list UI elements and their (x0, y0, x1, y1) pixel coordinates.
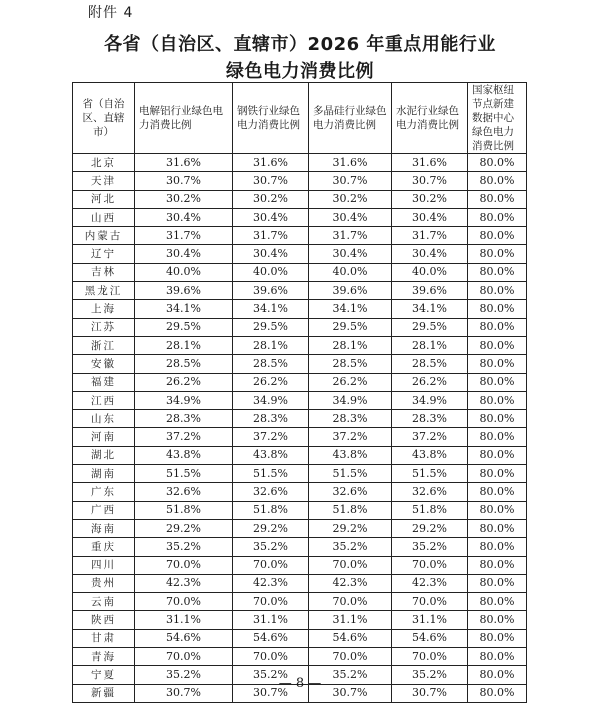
cell-cement: 43.8% (392, 446, 468, 464)
cell-steel: 70.0% (233, 648, 309, 666)
cell-polysilicon: 26.2% (309, 373, 392, 391)
cell-cement: 32.6% (392, 483, 468, 501)
cell-data-center: 80.0% (468, 648, 527, 666)
cell-steel: 43.8% (233, 446, 309, 464)
cell-steel: 31.1% (233, 611, 309, 629)
cell-aluminum: 39.6% (135, 282, 233, 300)
table-row (73, 410, 527, 428)
table-row (73, 574, 527, 592)
cell-steel: 70.0% (233, 593, 309, 611)
cell-polysilicon: 30.7% (309, 172, 392, 190)
document-title-line1: 各省（自治区、直辖市）2026 年重点用能行业 (104, 34, 496, 55)
cell-polysilicon: 37.2% (309, 428, 392, 446)
cell-data-center: 80.0% (468, 154, 527, 172)
cell-polysilicon: 39.6% (309, 282, 392, 300)
cell-data-center: 80.0% (468, 300, 527, 318)
cell-cement: 30.2% (392, 190, 468, 208)
cell-aluminum: 30.7% (135, 172, 233, 190)
cell-data-center: 80.0% (468, 501, 527, 519)
cell-data-center: 80.0% (468, 318, 527, 336)
table-row (73, 538, 527, 556)
cell-steel: 30.7% (233, 684, 309, 702)
cell-cement: 30.4% (392, 208, 468, 226)
cell-cement: 31.1% (392, 611, 468, 629)
table-row (73, 245, 527, 263)
cell-aluminum: 51.8% (135, 501, 233, 519)
cell-province: 天津 (73, 172, 135, 190)
cell-data-center: 80.0% (468, 282, 527, 300)
cell-data-center: 80.0% (468, 483, 527, 501)
cell-data-center: 80.0% (468, 410, 527, 428)
cell-cement: 54.6% (392, 629, 468, 647)
table-row (73, 318, 527, 336)
cell-steel: 28.3% (233, 410, 309, 428)
table-row (73, 483, 527, 501)
table-row (73, 391, 527, 409)
cell-cement: 39.6% (392, 282, 468, 300)
cell-aluminum: 37.2% (135, 428, 233, 446)
cell-province: 湖北 (73, 446, 135, 464)
cell-province: 青海 (73, 648, 135, 666)
cell-polysilicon: 32.6% (309, 483, 392, 501)
cell-aluminum: 70.0% (135, 556, 233, 574)
cell-aluminum: 34.9% (135, 391, 233, 409)
cell-steel: 30.4% (233, 208, 309, 226)
cell-province: 新疆 (73, 684, 135, 702)
cell-province: 北京 (73, 154, 135, 172)
header-data-center: 国家枢纽节点新建数据中心绿色电力消费比例 (468, 83, 527, 154)
cell-polysilicon: 34.9% (309, 391, 392, 409)
cell-steel: 34.1% (233, 300, 309, 318)
cell-steel: 51.8% (233, 501, 309, 519)
header-aluminum: 电解铝行业绿色电力消费比例 (135, 83, 233, 154)
table-row (73, 263, 527, 281)
cell-polysilicon: 70.0% (309, 556, 392, 574)
cell-data-center: 80.0% (468, 227, 527, 245)
cell-province: 广东 (73, 483, 135, 501)
cell-cement: 29.5% (392, 318, 468, 336)
header-cement: 水泥行业绿色电力消费比例 (392, 83, 468, 154)
cell-data-center: 80.0% (468, 556, 527, 574)
cell-steel: 31.7% (233, 227, 309, 245)
table-row (73, 556, 527, 574)
cell-aluminum: 35.2% (135, 666, 233, 684)
cell-aluminum: 40.0% (135, 263, 233, 281)
cell-cement: 34.9% (392, 391, 468, 409)
cell-cement: 26.2% (392, 373, 468, 391)
cell-aluminum: 28.3% (135, 410, 233, 428)
cell-aluminum: 28.5% (135, 355, 233, 373)
cell-data-center: 80.0% (468, 391, 527, 409)
cell-aluminum: 31.6% (135, 154, 233, 172)
cell-polysilicon: 54.6% (309, 629, 392, 647)
cell-aluminum: 70.0% (135, 648, 233, 666)
cell-cement: 70.0% (392, 593, 468, 611)
cell-steel: 29.2% (233, 519, 309, 537)
cell-aluminum: 42.3% (135, 574, 233, 592)
header-steel: 钢铁行业绿色电力消费比例 (233, 83, 309, 154)
cell-polysilicon: 30.4% (309, 208, 392, 226)
cell-cement: 29.2% (392, 519, 468, 537)
cell-polysilicon: 31.7% (309, 227, 392, 245)
attachment-label: 附件 4 (88, 5, 134, 21)
cell-polysilicon: 70.0% (309, 648, 392, 666)
cell-steel: 70.0% (233, 556, 309, 574)
table-row (73, 227, 527, 245)
cell-steel: 54.6% (233, 629, 309, 647)
cell-province: 四川 (73, 556, 135, 574)
cell-steel: 32.6% (233, 483, 309, 501)
cell-aluminum: 54.6% (135, 629, 233, 647)
cell-steel: 51.5% (233, 465, 309, 483)
cell-data-center: 80.0% (468, 519, 527, 537)
cell-cement: 70.0% (392, 648, 468, 666)
cell-data-center: 80.0% (468, 574, 527, 592)
cell-province: 江苏 (73, 318, 135, 336)
cell-cement: 28.5% (392, 355, 468, 373)
cell-polysilicon: 51.5% (309, 465, 392, 483)
table-header-row (73, 83, 527, 154)
table-row (73, 428, 527, 446)
cell-polysilicon: 29.2% (309, 519, 392, 537)
cell-province: 福建 (73, 373, 135, 391)
table-row (73, 208, 527, 226)
cell-aluminum: 43.8% (135, 446, 233, 464)
cell-cement: 37.2% (392, 428, 468, 446)
cell-polysilicon: 35.2% (309, 666, 392, 684)
cell-data-center: 80.0% (468, 336, 527, 354)
cell-cement: 30.7% (392, 172, 468, 190)
table-row (73, 629, 527, 647)
cell-data-center: 80.0% (468, 593, 527, 611)
cell-data-center: 80.0% (468, 428, 527, 446)
table-row (73, 519, 527, 537)
table-row (73, 154, 527, 172)
cell-province: 河北 (73, 190, 135, 208)
table-row (73, 282, 527, 300)
cell-cement: 28.1% (392, 336, 468, 354)
cell-province: 河南 (73, 428, 135, 446)
cell-cement: 30.4% (392, 245, 468, 263)
cell-data-center: 80.0% (468, 611, 527, 629)
cell-steel: 39.6% (233, 282, 309, 300)
cell-polysilicon: 28.5% (309, 355, 392, 373)
cell-aluminum: 30.7% (135, 684, 233, 702)
cell-data-center: 80.0% (468, 465, 527, 483)
cell-province: 重庆 (73, 538, 135, 556)
cell-steel: 30.7% (233, 172, 309, 190)
cell-aluminum: 26.2% (135, 373, 233, 391)
cell-polysilicon: 40.0% (309, 263, 392, 281)
cell-aluminum: 30.2% (135, 190, 233, 208)
page-number: — 8 — (278, 676, 322, 691)
cell-steel: 40.0% (233, 263, 309, 281)
cell-province: 甘肃 (73, 629, 135, 647)
cell-province: 辽宁 (73, 245, 135, 263)
table-row (73, 190, 527, 208)
cell-data-center: 80.0% (468, 538, 527, 556)
cell-steel: 31.6% (233, 154, 309, 172)
document-title-line2: 绿色电力消费比例 (226, 61, 374, 82)
table-body (73, 154, 527, 703)
cell-polysilicon: 34.1% (309, 300, 392, 318)
cell-aluminum: 51.5% (135, 465, 233, 483)
cell-aluminum: 35.2% (135, 538, 233, 556)
cell-cement: 28.3% (392, 410, 468, 428)
cell-steel: 37.2% (233, 428, 309, 446)
cell-province: 内蒙古 (73, 227, 135, 245)
table-row (73, 172, 527, 190)
cell-province: 海南 (73, 519, 135, 537)
cell-polysilicon: 28.3% (309, 410, 392, 428)
table-row (73, 648, 527, 666)
cell-province: 贵州 (73, 574, 135, 592)
cell-steel: 26.2% (233, 373, 309, 391)
cell-data-center: 80.0% (468, 666, 527, 684)
cell-province: 吉林 (73, 263, 135, 281)
cell-polysilicon: 29.5% (309, 318, 392, 336)
cell-data-center: 80.0% (468, 684, 527, 702)
cell-cement: 40.0% (392, 263, 468, 281)
cell-polysilicon: 31.6% (309, 154, 392, 172)
cell-province: 宁夏 (73, 666, 135, 684)
cell-province: 安徽 (73, 355, 135, 373)
cell-polysilicon: 42.3% (309, 574, 392, 592)
cell-data-center: 80.0% (468, 629, 527, 647)
table-row (73, 300, 527, 318)
cell-cement: 51.5% (392, 465, 468, 483)
table-row (73, 446, 527, 464)
cell-province: 浙江 (73, 336, 135, 354)
table-row (73, 593, 527, 611)
cell-data-center: 80.0% (468, 263, 527, 281)
cell-cement: 31.7% (392, 227, 468, 245)
table-row (73, 501, 527, 519)
cell-aluminum: 32.6% (135, 483, 233, 501)
cell-aluminum: 30.4% (135, 245, 233, 263)
cell-polysilicon: 70.0% (309, 593, 392, 611)
cell-cement: 70.0% (392, 556, 468, 574)
cell-province: 山东 (73, 410, 135, 428)
cell-aluminum: 31.7% (135, 227, 233, 245)
cell-steel: 28.5% (233, 355, 309, 373)
cell-data-center: 80.0% (468, 208, 527, 226)
cell-province: 云南 (73, 593, 135, 611)
table-row (73, 373, 527, 391)
cell-aluminum: 28.1% (135, 336, 233, 354)
cell-data-center: 80.0% (468, 172, 527, 190)
cell-province: 上海 (73, 300, 135, 318)
cell-polysilicon: 30.2% (309, 190, 392, 208)
cell-steel: 30.2% (233, 190, 309, 208)
cell-steel: 34.9% (233, 391, 309, 409)
cell-province: 湖南 (73, 465, 135, 483)
header-province: 省（自治区、直辖市） (73, 83, 135, 154)
cell-cement: 31.6% (392, 154, 468, 172)
cell-steel: 30.4% (233, 245, 309, 263)
table-row (73, 611, 527, 629)
cell-province: 广西 (73, 501, 135, 519)
cell-aluminum: 30.4% (135, 208, 233, 226)
cell-aluminum: 34.1% (135, 300, 233, 318)
cell-data-center: 80.0% (468, 245, 527, 263)
cell-cement: 42.3% (392, 574, 468, 592)
cell-data-center: 80.0% (468, 190, 527, 208)
cell-province: 山西 (73, 208, 135, 226)
cell-aluminum: 29.5% (135, 318, 233, 336)
cell-steel: 35.2% (233, 538, 309, 556)
table-row (73, 465, 527, 483)
cell-polysilicon: 51.8% (309, 501, 392, 519)
cell-cement: 51.8% (392, 501, 468, 519)
cell-data-center: 80.0% (468, 355, 527, 373)
cell-aluminum: 70.0% (135, 593, 233, 611)
cell-polysilicon: 30.7% (309, 684, 392, 702)
cell-data-center: 80.0% (468, 373, 527, 391)
header-polysilicon: 多晶硅行业绿色电力消费比例 (309, 83, 392, 154)
cell-polysilicon: 31.1% (309, 611, 392, 629)
cell-polysilicon: 43.8% (309, 446, 392, 464)
cell-cement: 34.1% (392, 300, 468, 318)
green-power-ratio-table (72, 82, 527, 703)
cell-steel: 29.5% (233, 318, 309, 336)
cell-data-center: 80.0% (468, 446, 527, 464)
cell-province: 江西 (73, 391, 135, 409)
cell-steel: 35.2% (233, 666, 309, 684)
cell-aluminum: 31.1% (135, 611, 233, 629)
cell-cement: 30.7% (392, 684, 468, 702)
cell-province: 陕西 (73, 611, 135, 629)
cell-polysilicon: 35.2% (309, 538, 392, 556)
cell-polysilicon: 30.4% (309, 245, 392, 263)
table-row (73, 355, 527, 373)
cell-province: 黑龙江 (73, 282, 135, 300)
cell-cement: 35.2% (392, 538, 468, 556)
cell-cement: 35.2% (392, 666, 468, 684)
cell-steel: 28.1% (233, 336, 309, 354)
table-row (73, 336, 527, 354)
cell-polysilicon: 28.1% (309, 336, 392, 354)
cell-steel: 42.3% (233, 574, 309, 592)
cell-aluminum: 29.2% (135, 519, 233, 537)
